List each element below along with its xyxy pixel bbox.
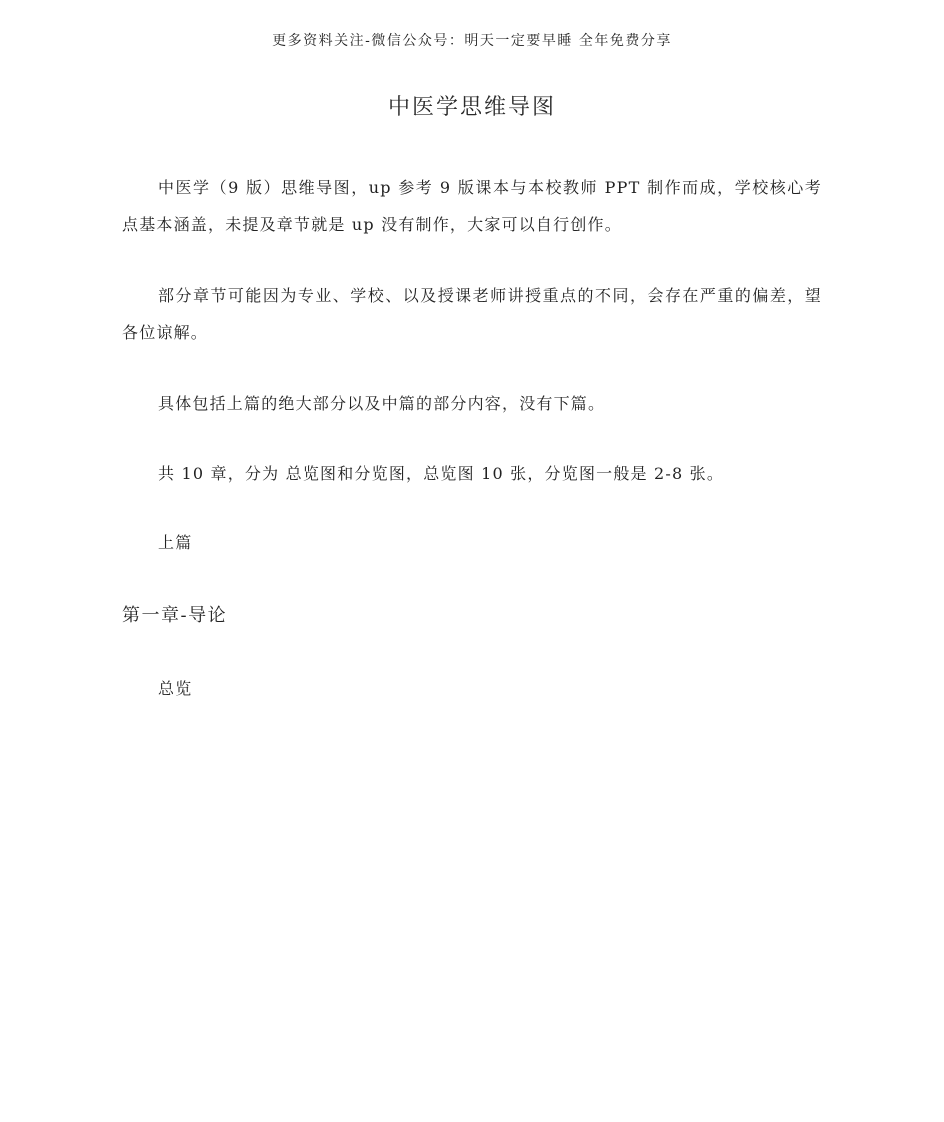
subsection-label: 总览: [158, 679, 193, 698]
paragraph-count: 共 10 章，分为 总览图和分览图，总览图 10 张，分览图一般是 2-8 张。: [158, 464, 725, 483]
header-note: 更多资料关注-微信公众号：明天一定要早睡 全年免费分享: [272, 33, 672, 49]
paragraph-scope: 具体包括上篇的绝大部分以及中篇的部分内容，没有下篇。: [158, 394, 606, 413]
section-label: 上篇: [158, 533, 193, 552]
chapter-heading: 第一章-导论: [122, 605, 228, 626]
page-title: 中医学思维导图: [387, 95, 556, 120]
paragraph-disclaimer: 部分章节可能因为专业、学校、以及授课老师讲授重点的不同，会存在严重的偏差，望各位谅解。: [122, 286, 822, 342]
paragraph-intro: 中医学（9 版）思维导图，up 参考 9 版课本与本校教师 PPT 制作而成，学校核心考点基本涵盖，未提及章节就是 up 没有制作，大家可以自行创作。: [122, 178, 822, 234]
